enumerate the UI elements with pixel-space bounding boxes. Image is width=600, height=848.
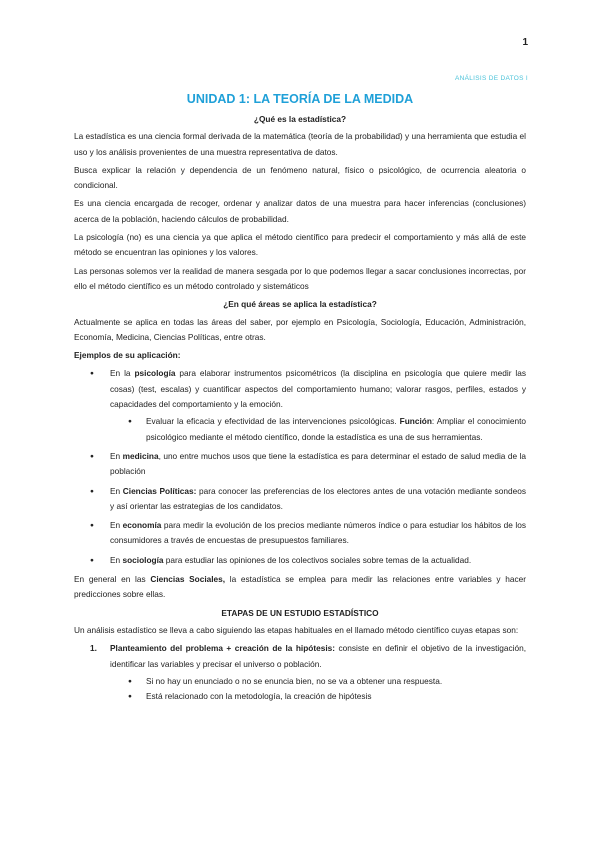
stages-list	[74, 641, 526, 704]
running-header: ANÁLISIS DE DATOS I	[454, 75, 528, 82]
question-what-is-statistics: ¿Qué es la estadística?	[253, 114, 347, 124]
paragraph-purpose: Busca explicar la relación y dependencia de un fenómeno natural, físico o psicológico, de ocurrencia aleatoria o condicional.	[74, 164, 526, 191]
sublist-psychology	[110, 414, 526, 445]
paragraph-areas: Actualmente se aplica en todas las áreas del saber, por ejemplo en Psicología, Sociología, Educación, Administración, Economía, Medicina, Ciencias Políticas, entre otras.	[74, 316, 526, 342]
list-item-psychology-function: ● Evaluar la eficacia y efectividad de las intervenciones psicológicas. Función: Ampliar el conocimiento psicológico mediante el método científico, donde la estadística es una de sus herramientas.	[146, 414, 526, 445]
paragraph-psychology: La psicología (no) es una ciencia ya que aplica el método científico para predecir el comportamiento y más allá de este método se encuentran las opiniones y los valores.	[74, 232, 526, 258]
paragraph-stages-intro: Un análisis estadístico se lleva a cabo siguiendo las etapas habituales en el llamado método científico cuyas etapas son:	[74, 624, 519, 635]
paragraph-social-sciences: En general en las Ciencias Sociales, la estadística se emplea para medir las relaciones entre variables y hacer predicciones sobre ellas.	[74, 574, 526, 600]
unit-title: UNIDAD 1: LA TEORÍA DE LA MEDIDA	[186, 92, 414, 106]
list-item-economy: ● En economía para medir la evolución de los precios mediante números índice o para estudiar los hábitos de los consumidores a través de encuestas de presupuestos familiares.	[110, 518, 526, 549]
heading-stages: ETAPAS DE UN ESTUDIO ESTADÍSTICO	[221, 607, 379, 618]
stage-1-subitem-1: ● Si no hay un enunciado o no se enuncia bien, no se va a obtener una respuesta.	[146, 674, 526, 689]
examples-label: Ejemplos de su aplicación:	[74, 350, 181, 361]
list-item-political-science: ● En Ciencias Políticas: para conocer las preferencias de los electores antes de una votación mediante sondeos y así orientar las estrategias de los candidatos.	[110, 484, 526, 515]
paragraph-science: Es una ciencia encargada de recoger, ordenar y analizar datos de una muestra para hacer inferencias (conclusiones) acerca de la población, haciendo cálculos de probabilidad.	[74, 198, 526, 224]
list-item-sociology: ● En sociología para estudiar las opiniones de los colectivos sociales sobre temas de la actualidad.	[110, 553, 526, 568]
paragraph-definition: La estadística es una ciencia formal derivada de la matemática (teoría de la probabilidad) y una herramienta que estudia el uso y los análisis provenientes de una muestra representativa de datos.	[74, 131, 526, 157]
paragraph-bias: Las personas solemos ver la realidad de manera sesgada por lo que podemos llegar a sacar conclusiones incorrectas, por ello el método científico es un método controlado y sistemáticos	[74, 265, 526, 291]
document-body	[74, 91, 526, 704]
examples-list	[74, 366, 526, 568]
question-areas: ¿En qué áreas se aplica la estadística?	[223, 299, 377, 310]
page-number: 1	[522, 37, 528, 48]
list-item-psychology: ● En la psicología para elaborar instrumentos psicométricos (la disciplina en psicología que quiere medir las cosas) (test, escalas) y cuantificar aspectos del comportamiento humano; valorar rasgos, perfiles, estados y capacidades del comportamiento y la emoción. ● Evaluar la eficacia y efectividad de las intervenciones psicológicas. Función: Ampliar el conocimiento psicológico mediante el método científico, donde la estadística es una de sus herramientas.	[110, 366, 526, 444]
stage-1-sublist	[110, 674, 526, 705]
stage-number: 1.	[90, 643, 97, 654]
stage-1-subitem-2: ● Está relacionado con la metodología, la creación de hipótesis	[146, 689, 526, 704]
list-item-medicine: ● En medicina, uno entre muchos usos que tiene la estadística es para determinar el estado de salud media de la población	[110, 449, 526, 480]
stage-item-1: 1. Planteamiento del problema + creación de la hipótesis: consiste en definir el objetivo de la investigación, identificar las variables y precisar el universo o población. ● Si no hay un enunciado o no se enuncia bien, no se va a obtener una respuesta. ● Está relacionado con la metodología, la creación de hipótesis	[110, 641, 526, 704]
